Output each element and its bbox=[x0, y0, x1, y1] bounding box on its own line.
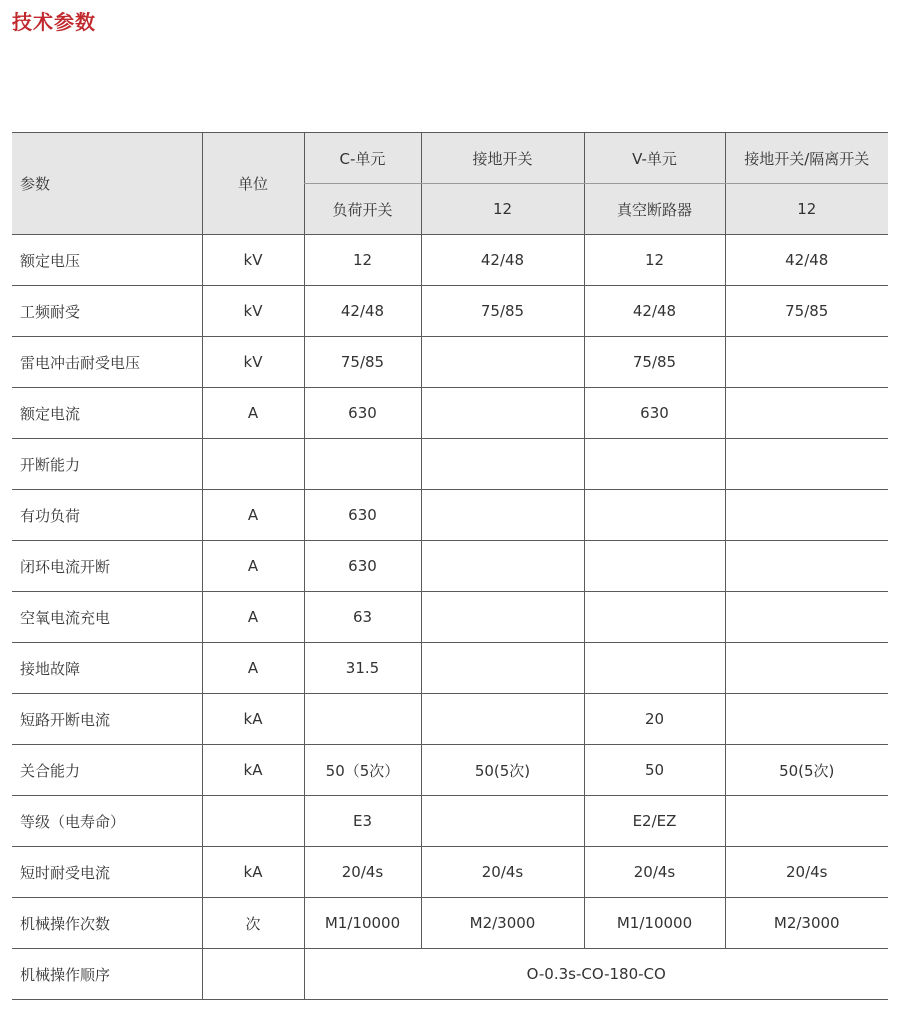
param-cell: 接地故障 bbox=[12, 643, 202, 694]
param-cell: 闭环电流开断 bbox=[12, 541, 202, 592]
value-cell bbox=[421, 541, 584, 592]
value-cell: E2/EZ bbox=[584, 796, 725, 847]
value-cell: 75/85 bbox=[725, 286, 888, 337]
value-cell bbox=[584, 592, 725, 643]
header-col3-top: V-单元 bbox=[584, 133, 725, 184]
param-cell: 短路开断电流 bbox=[12, 694, 202, 745]
value-cell bbox=[725, 643, 888, 694]
table-row bbox=[12, 796, 888, 847]
value-cell bbox=[725, 337, 888, 388]
table-row bbox=[12, 847, 888, 898]
table-row bbox=[12, 235, 888, 286]
param-cell: 额定电压 bbox=[12, 235, 202, 286]
value-cell: 75/85 bbox=[584, 337, 725, 388]
value-cell: 630 bbox=[304, 490, 421, 541]
table-row bbox=[12, 898, 888, 949]
value-cell: 75/85 bbox=[304, 337, 421, 388]
table-row bbox=[12, 286, 888, 337]
value-cell: 42/48 bbox=[725, 235, 888, 286]
table-row bbox=[12, 439, 888, 490]
value-cell: 20/4s bbox=[421, 847, 584, 898]
table-row bbox=[12, 490, 888, 541]
unit-cell: A bbox=[202, 490, 304, 541]
param-cell: 有功负荷 bbox=[12, 490, 202, 541]
value-cell bbox=[584, 490, 725, 541]
header-unit: 单位 bbox=[202, 133, 304, 235]
unit-cell: kV bbox=[202, 337, 304, 388]
table-row bbox=[12, 745, 888, 796]
value-cell: 50(5次) bbox=[421, 745, 584, 796]
value-cell bbox=[421, 337, 584, 388]
value-cell bbox=[725, 796, 888, 847]
header-param: 参数 bbox=[12, 133, 202, 235]
value-cell: 12 bbox=[584, 235, 725, 286]
param-cell: 机械操作次数 bbox=[12, 898, 202, 949]
value-cell bbox=[584, 439, 725, 490]
value-cell: 75/85 bbox=[421, 286, 584, 337]
unit-cell: kV bbox=[202, 235, 304, 286]
value-cell bbox=[421, 439, 584, 490]
value-cell bbox=[725, 388, 888, 439]
param-cell: 额定电流 bbox=[12, 388, 202, 439]
value-cell bbox=[725, 694, 888, 745]
table-row bbox=[12, 643, 888, 694]
unit-cell: kA bbox=[202, 847, 304, 898]
value-cell: 42/48 bbox=[584, 286, 725, 337]
unit-cell: A bbox=[202, 388, 304, 439]
header-col4-bottom: 12 bbox=[725, 184, 888, 235]
value-cell: E3 bbox=[304, 796, 421, 847]
header-col2-top: 接地开关 bbox=[421, 133, 584, 184]
table-row bbox=[12, 592, 888, 643]
unit-cell bbox=[202, 439, 304, 490]
unit-cell: A bbox=[202, 592, 304, 643]
value-cell: 20/4s bbox=[725, 847, 888, 898]
value-cell bbox=[421, 694, 584, 745]
header-row-top bbox=[12, 133, 888, 184]
value-cell bbox=[725, 439, 888, 490]
spec-table bbox=[12, 132, 888, 1000]
param-cell: 工频耐受 bbox=[12, 286, 202, 337]
header-col3-bottom: 真空断路器 bbox=[584, 184, 725, 235]
value-cell bbox=[421, 490, 584, 541]
value-cell: 42/48 bbox=[421, 235, 584, 286]
value-cell bbox=[421, 643, 584, 694]
unit-cell: 次 bbox=[202, 898, 304, 949]
value-cell bbox=[421, 592, 584, 643]
page-title: 技术参数 bbox=[12, 10, 96, 34]
unit-cell: kA bbox=[202, 745, 304, 796]
value-cell bbox=[584, 541, 725, 592]
header-col4-top: 接地开关/隔离开关 bbox=[725, 133, 888, 184]
table-row bbox=[12, 694, 888, 745]
value-cell bbox=[584, 643, 725, 694]
table-row bbox=[12, 337, 888, 388]
param-cell: 关合能力 bbox=[12, 745, 202, 796]
value-cell: 630 bbox=[304, 541, 421, 592]
table-row bbox=[12, 541, 888, 592]
param-cell: 空氧电流充电 bbox=[12, 592, 202, 643]
value-cell: 20/4s bbox=[584, 847, 725, 898]
merged-value-cell: O-0.3s-CO-180-CO bbox=[304, 949, 888, 1000]
header-col1-top: C-单元 bbox=[304, 133, 421, 184]
value-cell bbox=[421, 796, 584, 847]
value-cell: 31.5 bbox=[304, 643, 421, 694]
unit-cell: kV bbox=[202, 286, 304, 337]
value-cell: 50（5次） bbox=[304, 745, 421, 796]
unit-cell bbox=[202, 949, 304, 1000]
header-col2-bottom: 12 bbox=[421, 184, 584, 235]
value-cell: 630 bbox=[584, 388, 725, 439]
unit-cell: A bbox=[202, 643, 304, 694]
value-cell: M2/3000 bbox=[421, 898, 584, 949]
value-cell bbox=[725, 490, 888, 541]
param-cell: 等级（电寿命） bbox=[12, 796, 202, 847]
param-cell: 短时耐受电流 bbox=[12, 847, 202, 898]
table-row bbox=[12, 388, 888, 439]
value-cell: 50 bbox=[584, 745, 725, 796]
unit-cell bbox=[202, 796, 304, 847]
value-cell: 630 bbox=[304, 388, 421, 439]
param-cell: 开断能力 bbox=[12, 439, 202, 490]
header-col1-bottom: 负荷开关 bbox=[304, 184, 421, 235]
value-cell: M1/10000 bbox=[584, 898, 725, 949]
value-cell bbox=[304, 694, 421, 745]
value-cell bbox=[304, 439, 421, 490]
value-cell: M1/10000 bbox=[304, 898, 421, 949]
value-cell: 20/4s bbox=[304, 847, 421, 898]
table-row bbox=[12, 949, 888, 1000]
unit-cell: kA bbox=[202, 694, 304, 745]
value-cell: 42/48 bbox=[304, 286, 421, 337]
value-cell: 20 bbox=[584, 694, 725, 745]
value-cell bbox=[725, 541, 888, 592]
value-cell: 63 bbox=[304, 592, 421, 643]
param-cell: 机械操作顺序 bbox=[12, 949, 202, 1000]
value-cell bbox=[725, 592, 888, 643]
unit-cell: A bbox=[202, 541, 304, 592]
param-cell: 雷电冲击耐受电压 bbox=[12, 337, 202, 388]
value-cell: 12 bbox=[304, 235, 421, 286]
value-cell bbox=[421, 388, 584, 439]
value-cell: 50(5次) bbox=[725, 745, 888, 796]
value-cell: M2/3000 bbox=[725, 898, 888, 949]
